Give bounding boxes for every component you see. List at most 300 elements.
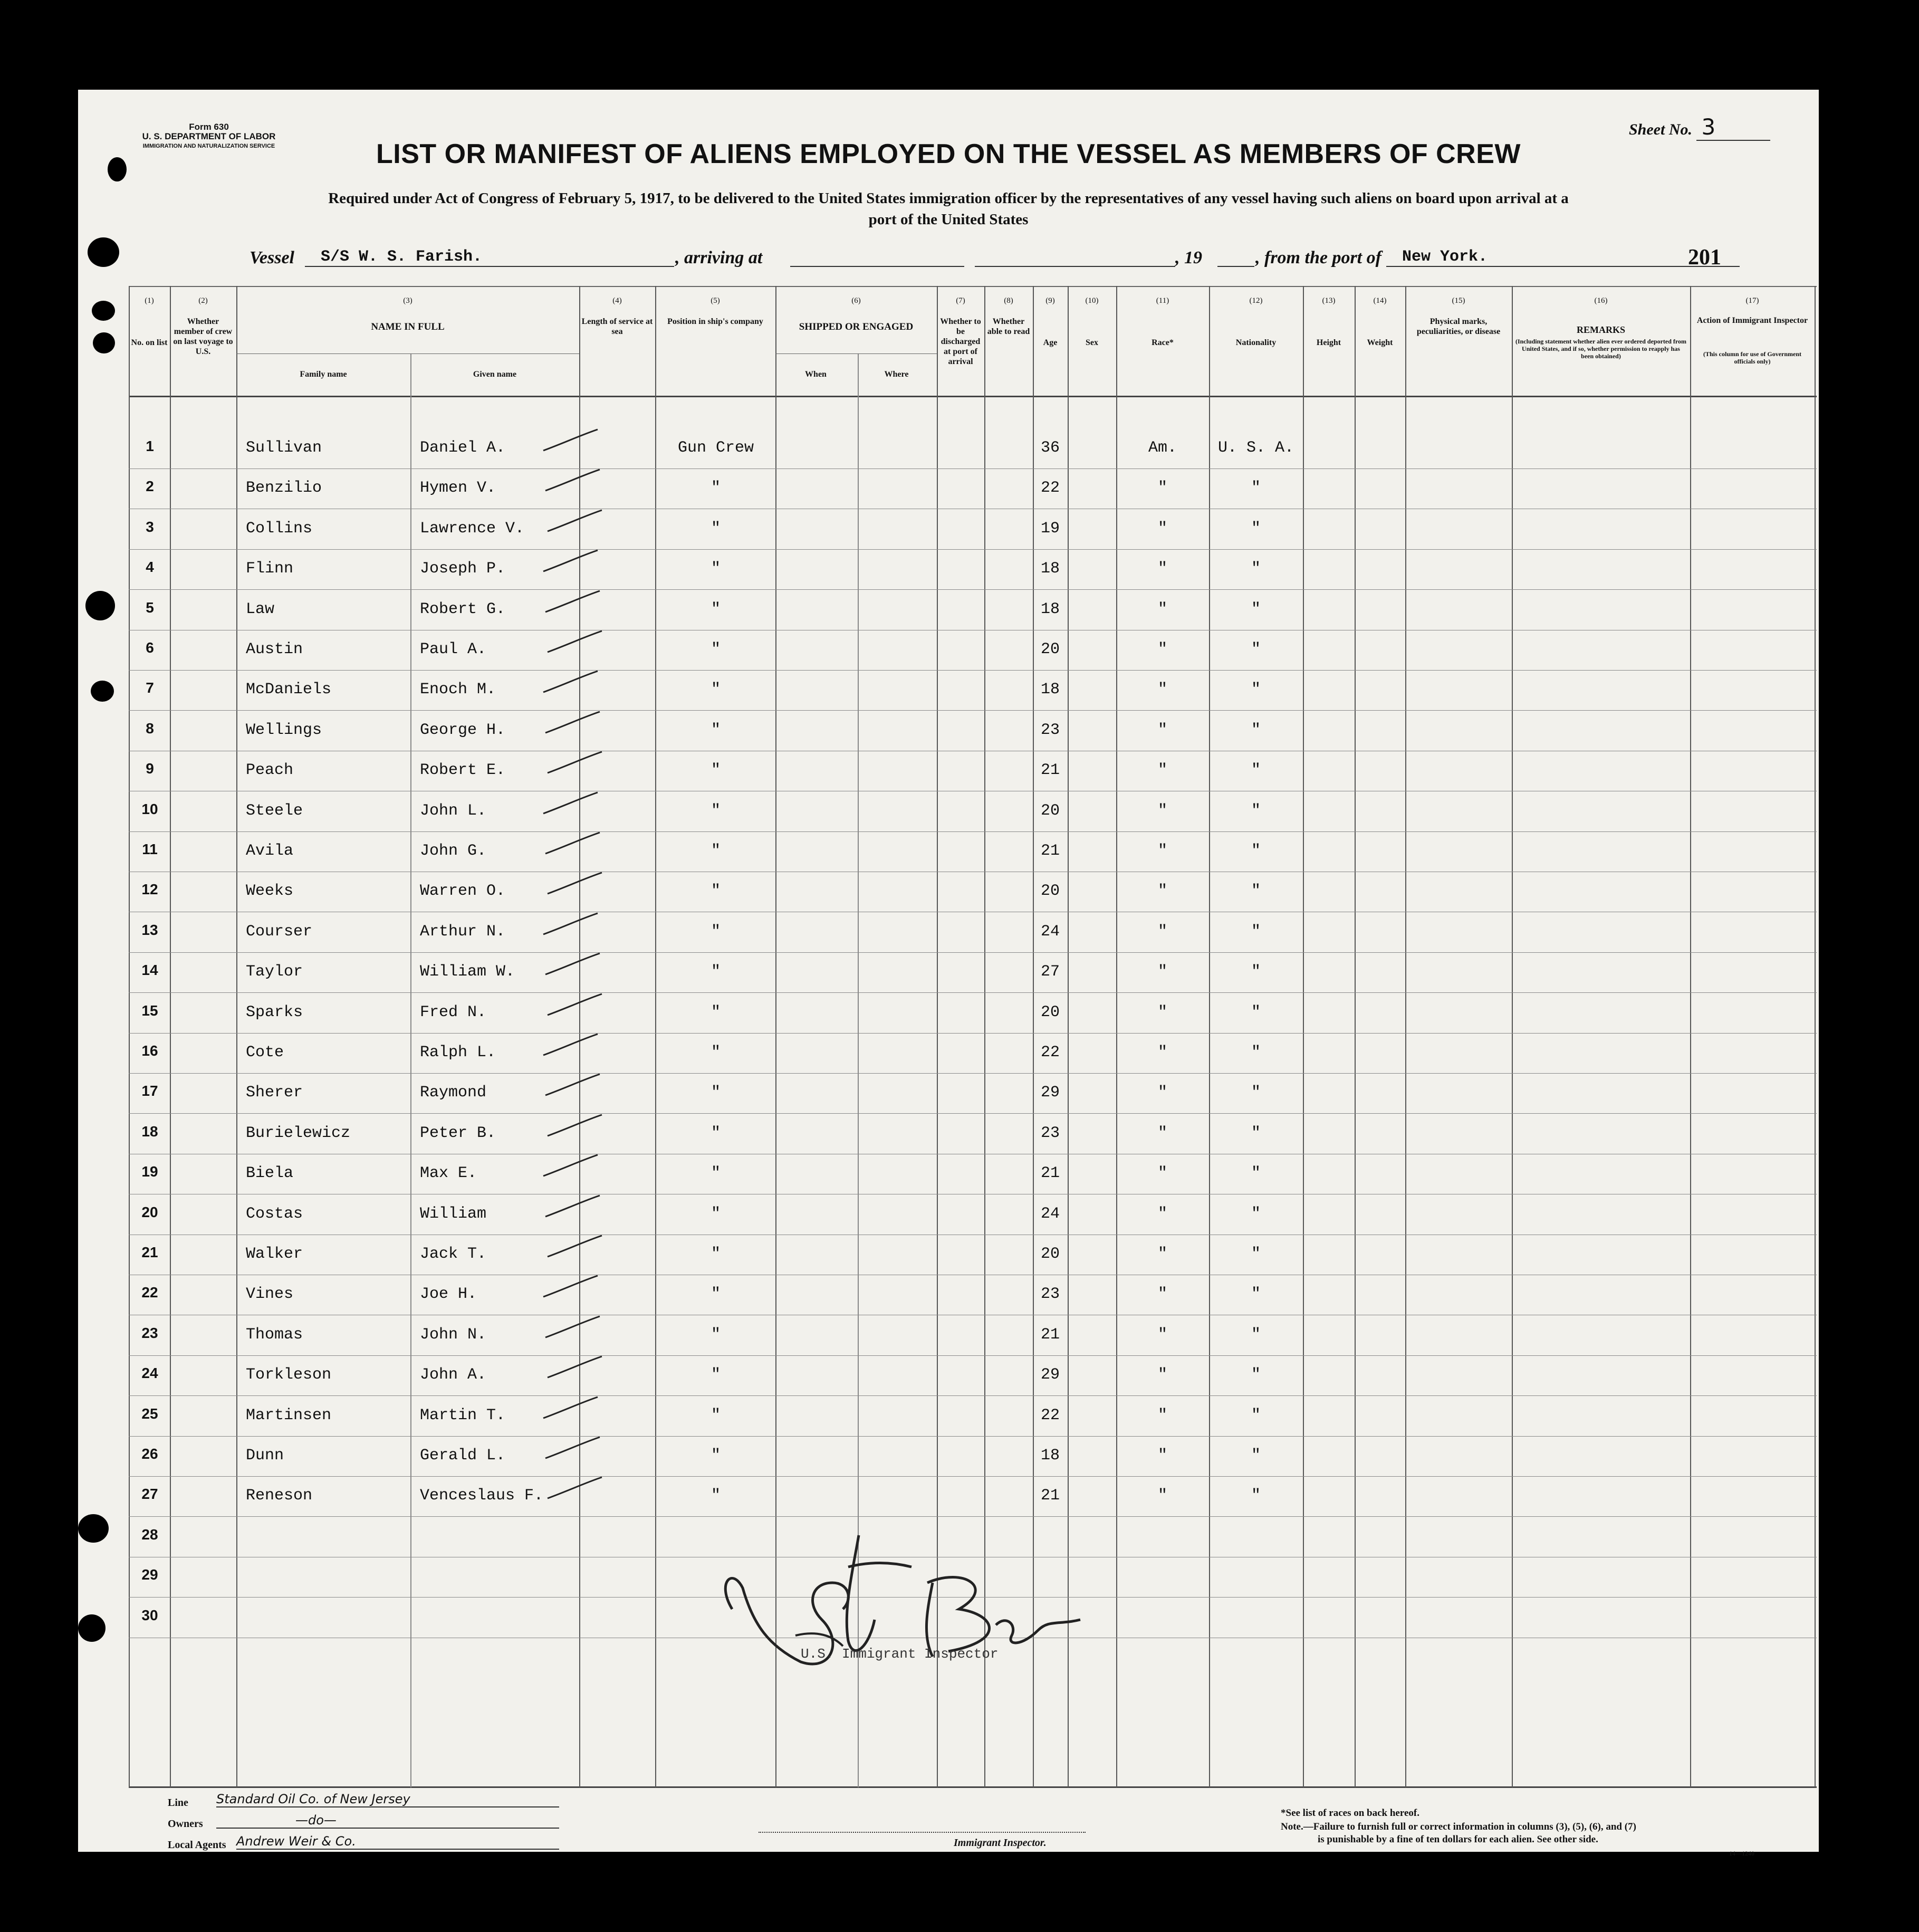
nationality: " bbox=[1251, 1084, 1261, 1102]
from-port-label: , from the port of bbox=[1255, 248, 1381, 267]
age: 21 bbox=[1040, 761, 1060, 779]
check-mark-icon bbox=[546, 871, 605, 897]
column-subheader: Family name bbox=[300, 370, 347, 379]
line-label: Line bbox=[168, 1797, 188, 1809]
nationality: " bbox=[1251, 520, 1261, 538]
family-name: Weeks bbox=[246, 882, 294, 900]
row-number: 4 bbox=[146, 559, 154, 575]
ship-position: " bbox=[711, 1003, 721, 1021]
race: " bbox=[1157, 520, 1167, 538]
races-note: *See list of races on back hereof. bbox=[1281, 1807, 1419, 1819]
race: " bbox=[1157, 1084, 1167, 1102]
row-number: 2 bbox=[146, 478, 154, 494]
row-number: 24 bbox=[141, 1365, 158, 1381]
row-rule bbox=[129, 1113, 1817, 1114]
row-number: 13 bbox=[141, 922, 158, 938]
row-number: 22 bbox=[141, 1284, 158, 1300]
nationality: " bbox=[1251, 761, 1261, 779]
column-number: (13) bbox=[1322, 297, 1336, 305]
given-name: Martin T. bbox=[420, 1407, 506, 1424]
ship-position: " bbox=[711, 1164, 721, 1182]
check-mark-icon bbox=[542, 911, 600, 938]
ship-position: " bbox=[711, 1285, 721, 1303]
column-number: (8) bbox=[1004, 297, 1013, 305]
page-subtitle bbox=[168, 188, 1729, 230]
row-number: 8 bbox=[146, 720, 154, 737]
race: " bbox=[1157, 1044, 1167, 1061]
row-number: 27 bbox=[141, 1486, 158, 1502]
column-header: Nationality bbox=[1235, 338, 1277, 347]
race: " bbox=[1157, 479, 1167, 497]
table-bottom-rule bbox=[129, 1786, 1817, 1788]
ship-position: " bbox=[711, 923, 721, 941]
column-number: (2) bbox=[198, 297, 208, 305]
age: 22 bbox=[1040, 1044, 1060, 1061]
nationality: U. S. A. bbox=[1217, 439, 1294, 457]
given-name: Joe H. bbox=[420, 1285, 477, 1303]
row-rule bbox=[129, 952, 1817, 953]
column-header: NAME IN FULL bbox=[371, 321, 445, 332]
given-name: Venceslaus F. bbox=[420, 1487, 544, 1505]
sheet-number-field bbox=[1629, 114, 1770, 141]
given-name: Fred N. bbox=[420, 1003, 487, 1021]
department-name: U. S. DEPARTMENT OF LABOR bbox=[142, 131, 276, 141]
nationality: " bbox=[1251, 560, 1261, 578]
column-subheader: Given name bbox=[473, 370, 517, 379]
ship-position: " bbox=[711, 842, 721, 860]
row-rule bbox=[129, 710, 1817, 711]
column-number: (11) bbox=[1156, 297, 1169, 305]
race: " bbox=[1157, 1124, 1167, 1142]
agents-value: Andrew Weir & Co. bbox=[236, 1834, 559, 1850]
nationality: " bbox=[1251, 1285, 1261, 1303]
column-header: Whether to be discharged at port of arrival bbox=[940, 317, 981, 366]
check-mark-icon bbox=[546, 750, 605, 776]
row-number: 23 bbox=[141, 1325, 158, 1341]
family-name: Martinsen bbox=[246, 1407, 332, 1424]
row-number: 19 bbox=[141, 1163, 158, 1180]
family-name: Reneson bbox=[246, 1487, 313, 1505]
given-name: Hymen V. bbox=[420, 479, 496, 497]
ship-position: " bbox=[711, 600, 721, 618]
given-name: Jack T. bbox=[420, 1245, 487, 1263]
age: 18 bbox=[1040, 600, 1060, 618]
row-number: 28 bbox=[141, 1526, 158, 1543]
check-mark-icon bbox=[546, 992, 605, 1018]
family-name: McDaniels bbox=[246, 681, 332, 699]
check-mark-icon bbox=[544, 1314, 602, 1341]
age: 22 bbox=[1040, 479, 1060, 497]
row-number: 29 bbox=[141, 1566, 158, 1583]
given-name: John G. bbox=[420, 842, 487, 860]
nationality: " bbox=[1251, 963, 1261, 981]
family-name: Dunn bbox=[246, 1447, 284, 1465]
ship-position: " bbox=[711, 761, 721, 779]
age: 20 bbox=[1040, 640, 1060, 658]
family-name: Collins bbox=[246, 520, 313, 538]
race: " bbox=[1157, 1407, 1167, 1424]
column-header: Height bbox=[1316, 338, 1341, 347]
column-header: Age bbox=[1043, 338, 1058, 347]
row-rule bbox=[129, 468, 1817, 469]
family-name: Taylor bbox=[246, 963, 303, 981]
race: " bbox=[1157, 1164, 1167, 1182]
column-header: Physical marks, peculiarities, or disease bbox=[1416, 317, 1501, 336]
family-name: Austin bbox=[246, 640, 303, 658]
punch-hole bbox=[93, 332, 115, 353]
punch-hole bbox=[78, 1614, 105, 1642]
nationality: " bbox=[1251, 721, 1261, 739]
subtitle-line-1: Required under Act of Congress of February 5, 1917, to be delivered to the United States immigration officer by the representatives of any vessel having such aliens on board upon arrival at a bbox=[328, 190, 1569, 207]
check-mark-icon bbox=[546, 508, 605, 534]
row-rule bbox=[129, 549, 1817, 550]
ship-position: " bbox=[711, 1205, 721, 1223]
column-number: (6) bbox=[851, 297, 861, 305]
given-name: John A. bbox=[420, 1366, 487, 1384]
family-name: Benzilio bbox=[246, 479, 322, 497]
family-name: Walker bbox=[246, 1245, 303, 1263]
ship-position: Gun Crew bbox=[677, 439, 754, 457]
check-mark-icon bbox=[544, 467, 602, 494]
nationality: " bbox=[1251, 1044, 1261, 1061]
family-name: Peach bbox=[246, 761, 294, 779]
vessel-name: S/S W. S. Farish. bbox=[305, 248, 674, 267]
family-name: Sherer bbox=[246, 1084, 303, 1102]
age: 21 bbox=[1040, 1164, 1060, 1182]
row-rule bbox=[129, 589, 1817, 590]
line-value: Standard Oil Co. of New Jersey bbox=[216, 1792, 559, 1807]
nationality: " bbox=[1251, 1326, 1261, 1344]
race: " bbox=[1157, 882, 1167, 900]
ship-position: " bbox=[711, 1245, 721, 1263]
check-mark-icon bbox=[542, 1032, 600, 1058]
column-header: Weight bbox=[1367, 338, 1393, 347]
nationality: " bbox=[1251, 1164, 1261, 1182]
row-rule bbox=[129, 1073, 1817, 1074]
row-number: 7 bbox=[146, 680, 154, 696]
sheet-number: 3 bbox=[1696, 114, 1770, 141]
race: " bbox=[1157, 842, 1167, 860]
ship-position: " bbox=[711, 681, 721, 699]
row-number: 25 bbox=[141, 1405, 158, 1422]
row-number: 16 bbox=[141, 1042, 158, 1059]
row-number: 14 bbox=[141, 962, 158, 978]
row-number: 21 bbox=[141, 1244, 158, 1260]
given-name: Paul A. bbox=[420, 640, 487, 658]
check-mark-icon bbox=[544, 1435, 602, 1461]
ship-position: " bbox=[711, 520, 721, 538]
column-header: Whether able to read bbox=[987, 317, 1030, 336]
row-rule bbox=[129, 992, 1817, 993]
row-number: 5 bbox=[146, 599, 154, 616]
age: 23 bbox=[1040, 1285, 1060, 1303]
age: 21 bbox=[1040, 1487, 1060, 1505]
column-number: (12) bbox=[1249, 297, 1263, 305]
arrival-date-blank bbox=[975, 266, 1175, 267]
row-number: 30 bbox=[141, 1607, 158, 1623]
age: 19 bbox=[1040, 520, 1060, 538]
nationality: " bbox=[1251, 1447, 1261, 1465]
race: " bbox=[1157, 1447, 1167, 1465]
column-subheader: Where bbox=[884, 370, 909, 379]
race: " bbox=[1157, 963, 1167, 981]
ship-position: " bbox=[711, 1407, 721, 1424]
check-mark-icon bbox=[542, 548, 600, 575]
page-title: LIST OR MANIFEST OF ALIENS EMPLOYED ON THE VESSEL AS MEMBERS OF CREW bbox=[376, 139, 1521, 169]
column-number: (17) bbox=[1745, 297, 1759, 305]
check-mark-icon bbox=[546, 1233, 605, 1260]
inspector-signature bbox=[711, 1504, 1112, 1694]
race: " bbox=[1157, 1205, 1167, 1223]
column-subheader: When bbox=[805, 370, 827, 379]
given-name: William W. bbox=[420, 963, 515, 981]
age: 29 bbox=[1040, 1366, 1060, 1384]
row-rule bbox=[129, 1355, 1817, 1356]
age: 29 bbox=[1040, 1084, 1060, 1102]
column-number: (15) bbox=[1452, 297, 1465, 305]
given-name: John L. bbox=[420, 802, 487, 820]
inspector-label: Immigrant Inspector. bbox=[954, 1837, 1047, 1849]
column-number: (10) bbox=[1085, 297, 1099, 305]
form-number: Form 630 bbox=[189, 122, 229, 132]
nationality: " bbox=[1251, 802, 1261, 820]
age: 20 bbox=[1040, 1003, 1060, 1021]
nationality: " bbox=[1251, 1003, 1261, 1021]
service-name: IMMIGRATION AND NATURALIZATION SERVICE bbox=[142, 143, 275, 149]
row-rule bbox=[129, 831, 1817, 832]
ship-position: " bbox=[711, 560, 721, 578]
given-name: Warren O. bbox=[420, 882, 506, 900]
race: " bbox=[1157, 721, 1167, 739]
subtitle-line-2: port of the United States bbox=[868, 211, 1029, 228]
check-mark-icon bbox=[546, 1475, 605, 1501]
family-name: Steele bbox=[246, 802, 303, 820]
family-name: Sullivan bbox=[246, 439, 322, 457]
punch-hole bbox=[78, 1514, 109, 1543]
age: 23 bbox=[1040, 1124, 1060, 1142]
nationality: " bbox=[1251, 882, 1261, 900]
row-rule bbox=[129, 1476, 1817, 1477]
nationality: " bbox=[1251, 681, 1261, 699]
column-header: Race* bbox=[1152, 338, 1174, 347]
column-header: Length of service at sea bbox=[581, 317, 653, 336]
year-blank bbox=[1217, 266, 1254, 267]
race: Am. bbox=[1148, 439, 1177, 457]
column-number: (16) bbox=[1594, 297, 1608, 305]
row-number: 18 bbox=[141, 1123, 158, 1140]
punch-hole bbox=[85, 591, 115, 620]
race: " bbox=[1157, 560, 1167, 578]
family-name: Avila bbox=[246, 842, 294, 860]
ship-position: " bbox=[711, 479, 721, 497]
race: " bbox=[1157, 1326, 1167, 1344]
family-name: Flinn bbox=[246, 560, 294, 578]
age: 21 bbox=[1040, 1326, 1060, 1344]
race: " bbox=[1157, 1366, 1167, 1384]
ship-position: " bbox=[711, 1366, 721, 1384]
ship-position: " bbox=[711, 1084, 721, 1102]
check-mark-icon bbox=[544, 1072, 602, 1098]
owners-value: —do— bbox=[216, 1813, 559, 1829]
header-bottom-rule bbox=[129, 396, 1817, 397]
ship-position: " bbox=[711, 963, 721, 981]
column-header: SHIPPED OR ENGAGED bbox=[799, 321, 914, 332]
nationality: " bbox=[1251, 1366, 1261, 1384]
ship-position: " bbox=[711, 1447, 721, 1465]
race: " bbox=[1157, 761, 1167, 779]
nationality: " bbox=[1251, 1205, 1261, 1223]
given-name: Daniel A. bbox=[420, 439, 506, 457]
family-name: Law bbox=[246, 600, 275, 618]
check-mark-icon bbox=[546, 1354, 605, 1381]
age: 24 bbox=[1040, 923, 1060, 941]
row-number: 9 bbox=[146, 760, 154, 777]
column-header: No. on list bbox=[131, 338, 168, 347]
page-number: 201 bbox=[1688, 245, 1721, 270]
column-number: (7) bbox=[956, 297, 965, 305]
family-name: Costas bbox=[246, 1205, 303, 1223]
family-name: Biela bbox=[246, 1164, 294, 1182]
check-mark-icon bbox=[542, 427, 600, 454]
punch-hole bbox=[88, 237, 119, 267]
row-number: 26 bbox=[141, 1446, 158, 1462]
column-header: REMARKS bbox=[1576, 324, 1625, 335]
given-name: Peter B. bbox=[420, 1124, 496, 1142]
nationality: " bbox=[1251, 923, 1261, 941]
given-name: Robert E. bbox=[420, 761, 506, 779]
penalty-note-2: is punishable by a fine of ten dollars for each alien. See other side. bbox=[1318, 1834, 1598, 1845]
row-number: 1 bbox=[146, 438, 154, 454]
age: 22 bbox=[1040, 1407, 1060, 1424]
check-mark-icon bbox=[544, 589, 602, 615]
given-name: Robert G. bbox=[420, 600, 506, 618]
race: " bbox=[1157, 600, 1167, 618]
nationality: " bbox=[1251, 1407, 1261, 1424]
owners-label: Owners bbox=[168, 1818, 203, 1830]
age: 23 bbox=[1040, 721, 1060, 739]
age: 24 bbox=[1040, 1205, 1060, 1223]
race: " bbox=[1157, 1285, 1167, 1303]
arrival-port-blank bbox=[790, 266, 964, 267]
check-mark-icon bbox=[544, 830, 602, 857]
nationality: " bbox=[1251, 479, 1261, 497]
row-number: 11 bbox=[142, 841, 158, 857]
row-number: 10 bbox=[141, 801, 158, 817]
column-header: Position in ship's company bbox=[667, 317, 763, 326]
ship-position: " bbox=[711, 1487, 721, 1505]
row-number: 12 bbox=[141, 881, 158, 897]
from-port-value: New York. bbox=[1386, 248, 1740, 267]
given-name: Gerald L. bbox=[420, 1447, 506, 1465]
age: 20 bbox=[1040, 882, 1060, 900]
family-name: Vines bbox=[246, 1285, 294, 1303]
check-mark-icon bbox=[542, 1395, 600, 1421]
arriving-label: , arriving at bbox=[675, 248, 763, 267]
race: " bbox=[1157, 1245, 1167, 1263]
given-name: George H. bbox=[420, 721, 506, 739]
race: " bbox=[1157, 1487, 1167, 1505]
ship-position: " bbox=[711, 640, 721, 658]
year-label: , 19 bbox=[1175, 248, 1202, 267]
check-mark-icon bbox=[542, 790, 600, 817]
nationality: " bbox=[1251, 1487, 1261, 1505]
column-number: (3) bbox=[403, 297, 412, 305]
race: " bbox=[1157, 923, 1167, 941]
manifest-sheet bbox=[78, 90, 1819, 1857]
column-number: (14) bbox=[1373, 297, 1387, 305]
age: 18 bbox=[1040, 1447, 1060, 1465]
race: " bbox=[1157, 1003, 1167, 1021]
family-name: Torkleson bbox=[246, 1366, 332, 1384]
ship-position: " bbox=[711, 1326, 721, 1344]
check-mark-icon bbox=[542, 1274, 600, 1300]
check-mark-icon bbox=[542, 1153, 600, 1179]
check-mark-icon bbox=[544, 710, 602, 736]
row-rule bbox=[129, 1436, 1817, 1437]
check-mark-icon bbox=[544, 1193, 602, 1220]
column-number: (1) bbox=[145, 297, 154, 305]
check-mark-icon bbox=[544, 951, 602, 978]
given-name: Joseph P. bbox=[420, 560, 506, 578]
row-number: 15 bbox=[141, 1002, 158, 1019]
sheet-label: Sheet No. bbox=[1629, 121, 1692, 138]
family-name: Courser bbox=[246, 923, 313, 941]
punch-hole bbox=[91, 681, 114, 702]
age: 20 bbox=[1040, 1245, 1060, 1263]
check-mark-icon bbox=[546, 629, 605, 655]
ship-position: " bbox=[711, 882, 721, 900]
nationality: " bbox=[1251, 640, 1261, 658]
given-name: Max E. bbox=[420, 1164, 477, 1182]
ship-position: " bbox=[711, 802, 721, 820]
ship-position: " bbox=[711, 721, 721, 739]
given-name: Raymond bbox=[420, 1084, 487, 1102]
row-number: 3 bbox=[146, 519, 154, 535]
family-name: Cote bbox=[246, 1044, 284, 1061]
given-name: Lawrence V. bbox=[420, 520, 525, 538]
ship-position: " bbox=[711, 1124, 721, 1142]
age: 18 bbox=[1040, 560, 1060, 578]
column-header: Action of Immigrant Inspector bbox=[1696, 316, 1808, 325]
ship-position: " bbox=[711, 1044, 721, 1061]
race: " bbox=[1157, 640, 1167, 658]
penalty-note-1: Note.—Failure to furnish full or correct information in columns (3), (5), (6), and (7) bbox=[1281, 1821, 1636, 1832]
column-note: (Including statement whether alien ever ordered deported from United States, and if so, whether permission to reapply has been obtained) bbox=[1515, 338, 1687, 360]
family-name: Sparks bbox=[246, 1003, 303, 1021]
vessel-label: Vessel bbox=[250, 248, 294, 267]
row-number: 17 bbox=[141, 1083, 158, 1099]
given-name: Enoch M. bbox=[420, 681, 496, 699]
punch-hole bbox=[92, 301, 115, 321]
age: 20 bbox=[1040, 802, 1060, 820]
family-name: Burielewicz bbox=[246, 1124, 351, 1142]
column-header: Whether member of crew on last voyage to U.S. bbox=[173, 317, 233, 356]
signature-caption: U.S. Immigrant Inspector bbox=[801, 1646, 999, 1662]
form-code: 14—1240 bbox=[1729, 1850, 1754, 1857]
given-name: Arthur N. bbox=[420, 923, 506, 941]
age: 18 bbox=[1040, 681, 1060, 699]
nationality: " bbox=[1251, 1124, 1261, 1142]
row-rule bbox=[129, 670, 1817, 671]
age: 27 bbox=[1040, 963, 1060, 981]
given-name: Ralph L. bbox=[420, 1044, 496, 1061]
row-number: 6 bbox=[146, 639, 154, 656]
row-number: 20 bbox=[141, 1204, 158, 1220]
nationality: " bbox=[1251, 600, 1261, 618]
column-note: (This column for use of Government officials only) bbox=[1703, 350, 1802, 365]
inspector-signature-line bbox=[759, 1832, 1086, 1833]
check-mark-icon bbox=[542, 669, 600, 695]
